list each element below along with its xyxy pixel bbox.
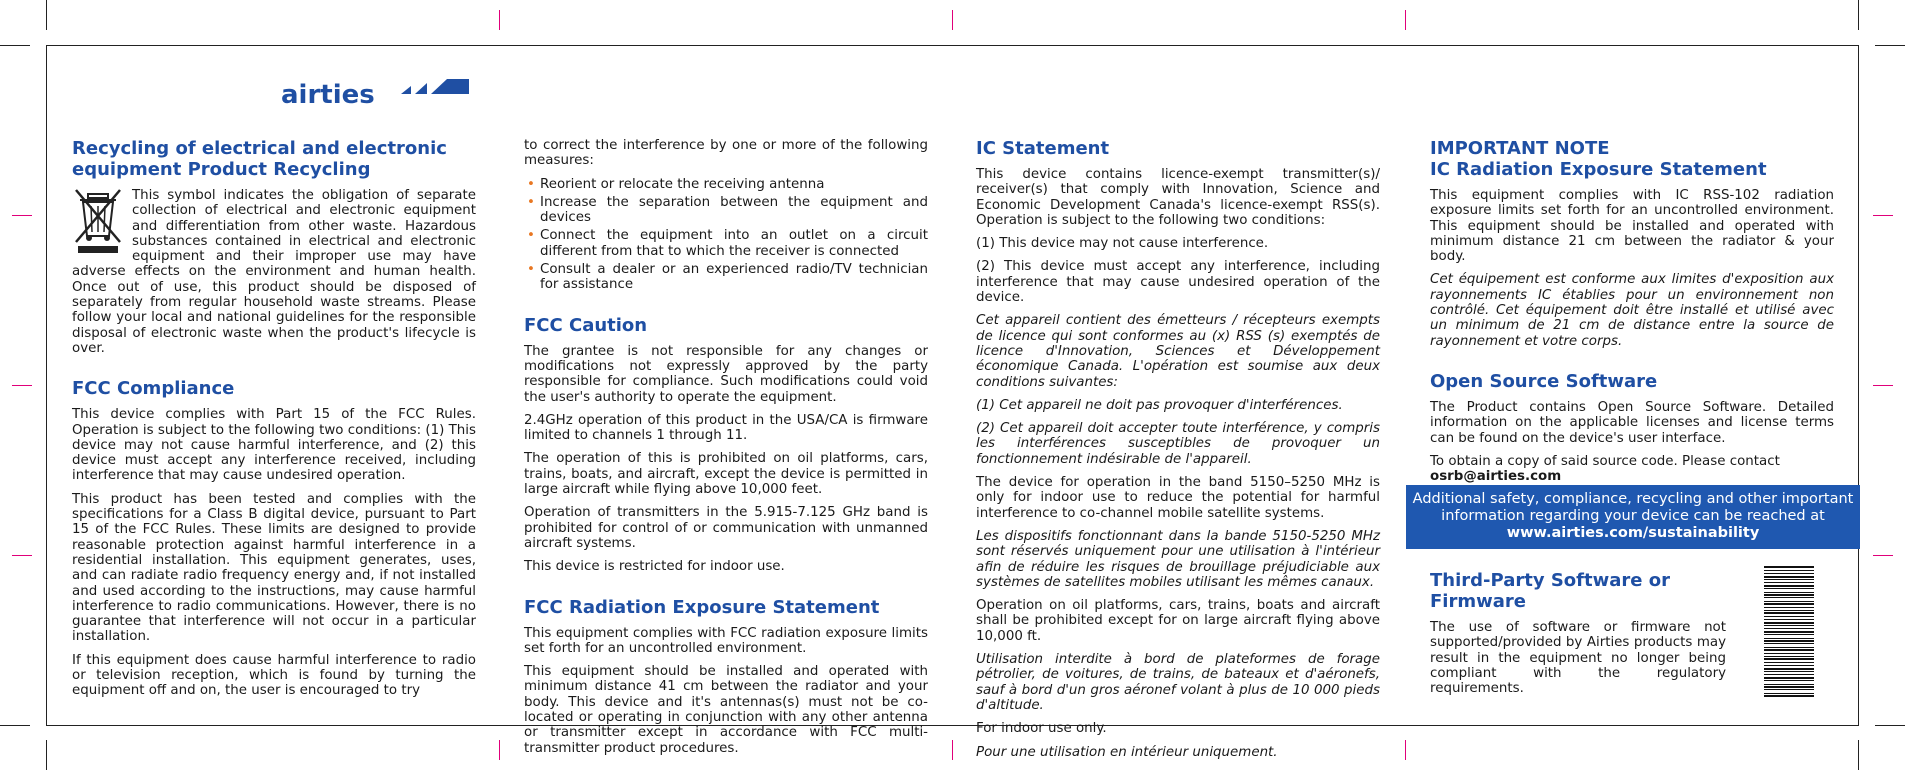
- caution-paragraph: This device is restricted for indoor use.: [524, 559, 785, 575]
- caution-paragraph: The operation of this is prohibited on oil platforms, cars, trains, boats, and aircraft, except the device is permitted in large aircraft while flying above 10,000 feet.: [524, 451, 928, 498]
- fold-mark: [12, 215, 32, 216]
- logo-swoosh-icon: [399, 78, 471, 96]
- crop-mark: [1858, 740, 1859, 770]
- fold-mark: [1405, 740, 1406, 760]
- caution-paragraph: Operation of transmitters in the 5.915-7.125 GHz band is prohibited for control of or communication with unmanned aircraft systems.: [524, 505, 928, 551]
- oss-email-link[interactable]: osrb@airties.com: [1430, 469, 1562, 485]
- column-1: [72, 138, 476, 707]
- measures-intro: to correct the interference by one or more of the following measures:: [524, 138, 928, 169]
- ic-radiation-paragraph-fr: Cet équipement est conforme aux limites d'exposition aux rayonnements IC établies pour un environnement non contrôlé. Cet équipement doit être installé et utilisé avec un minimum de 21 cm de distance entre la source de rayonnement et votre corps.: [1430, 272, 1834, 349]
- ic-statement-heading: IC Statement: [976, 138, 1110, 159]
- fold-mark: [499, 740, 500, 760]
- ic-paragraph: This device contains licence-exempt transmitter(s)/ receiver(s) that comply with Innovation, Science and Economic Development Canada's licence-exempt RSS(s). Operation is subject to the following two conditions:: [976, 167, 1380, 228]
- crop-mark: [1875, 45, 1905, 46]
- fcc-caution-heading: FCC Caution: [524, 314, 648, 336]
- fcc-paragraph: This device complies with Part 15 of the FCC Rules. Operation is subject to the following two conditions: (1) This device may not cause harmful interference, and (2) this device must accept any interference received, including interference that may cause undesired operation.: [72, 407, 476, 484]
- fold-mark: [1873, 385, 1893, 386]
- ic-paragraph: For indoor use only.: [976, 721, 1107, 737]
- open-source-heading: Open Source Software: [1430, 370, 1658, 392]
- sustainability-link[interactable]: www.airties.com/sustainability: [1506, 525, 1760, 541]
- radiation-paragraph: This equipment should be installed and operated with minimum distance 41 cm between the radiator and your body. This device and it's antennas(s) must not be co-located or operating in conjunction with any other antenna or transmitter except in accordance with FCC multi-transmitter product procedures.: [524, 664, 928, 756]
- caution-paragraph: 2.4GHz operation of this product in the USA/CA is firmware limited to channels 1 through 11.: [524, 412, 928, 444]
- crop-mark: [46, 0, 47, 30]
- ic-paragraph: The device for operation in the band 5150–5250 MHz is only for indoor use to reduce the potential for harmful interference to co-channel mobile satellite systems.: [976, 475, 1380, 521]
- third-party-section: [1430, 570, 1730, 704]
- fcc-radiation-heading: FCC Radiation Exposure Statement: [524, 596, 880, 618]
- important-note-heading: IMPORTANT NOTE: [1430, 138, 1610, 159]
- recycling-heading: Recycling of electrical and electronic equipment Product Recycling: [72, 138, 447, 180]
- ic-paragraph: Operation on oil platforms, cars, trains, boats and aircraft shall be prohibited except for on large aircraft flying above 10,000 ft.: [976, 598, 1380, 644]
- fold-mark: [12, 385, 32, 386]
- ic-paragraph: (2) This device must accept any interference, including interference that may cause undesired operation of the device.: [976, 259, 1380, 306]
- fcc-paragraph: If this equipment does cause harmful interference to radio or television reception, which is found by turning the equipment off and on, the user is encouraged to try: [72, 652, 476, 699]
- fcc-paragraph: This product has been tested and complies with the specifications for a Class B digital device, pursuant to Part 15 of the FCC Rules. These limits are designed to provide reasonable protection against harmful interference in a residential installation. This equipment generates, uses, and can radiate radio frequency energy and, if not installed and used according to the instructions, may cause harmful interference to radio communications. However, there is no guarantee that interference will not occur in a particular installation.: [72, 491, 476, 645]
- crop-mark: [0, 45, 30, 46]
- list-item: • Connect the equipment into an outlet on a circuit different from that to which the receiver is connected: [524, 228, 928, 259]
- banner-text: Additional safety, compliance, recycling and other important information regarding your device can be reached at: [1412, 491, 1854, 524]
- third-party-heading: Third-Party Software or Firmware: [1430, 570, 1670, 612]
- list-item: • Consult a dealer or an experienced radio/TV technician for assistance: [524, 262, 928, 293]
- ic-paragraph-fr: (1) Cet appareil ne doit pas provoquer d'interférences.: [976, 397, 1343, 413]
- fold-mark: [1873, 555, 1893, 556]
- oss-paragraph: The Product contains Open Source Software. Detailed information on the applicable licenses and license terms can be found on the device's user interface.: [1430, 399, 1834, 446]
- fold-mark: [1405, 10, 1406, 30]
- crossed-out-bin-icon: [72, 188, 124, 254]
- sustainability-banner: [1406, 485, 1860, 549]
- fold-mark: [499, 10, 500, 30]
- fold-mark: [952, 740, 953, 760]
- crop-mark: [0, 725, 30, 726]
- ic-paragraph-fr: Cet appareil contient des émetteurs / récepteurs exempts de licence qui sont conformes au (x) RSS (s) exemptés de licence d'Innovation, Sciences et Développement économique Canada. L'opération est soumise aux deux conditions suivantes:: [976, 313, 1380, 390]
- ic-radiation-paragraph: This equipment complies with IC RSS-102 radiation exposure limits set forth for an uncontrolled environment. This equipment should be installed and operated with minimum distance 21 cm between the radiator & your body.: [1430, 188, 1834, 265]
- third-party-paragraph: The use of software or firmware not supported/provided by Airties products may result in the equipment no longer being compliant with the regulatory requirements.: [1430, 620, 1726, 697]
- ic-paragraph-fr: Les dispositifs fonctionnant dans la bande 5150-5250 MHz sont réservés uniquement pour une utilisation à l'intérieur afin de réduire les risques de brouillage préjudiciable aux systèmes de satellites mobiles utilisant les mêmes canaux.: [976, 528, 1380, 590]
- measures-list: [524, 177, 928, 293]
- logo-wordmark: airties: [281, 80, 375, 110]
- ic-paragraph-fr: Utilisation interdite à bord de plateformes de forage pétrolier, de voitures, de trains, de bateaux et d'aéronefs, sauf à bord d'un gros aéronef volant à plus de 10 000 pieds d'altitude.: [976, 652, 1380, 713]
- caution-paragraph: The grantee is not responsible for any changes or modifications not expressly approved by the party responsible for compliance. Such modifications could void the user's authority to operate the equipment.: [524, 343, 928, 405]
- list-item: • Reorient or relocate the receiving antenna: [524, 177, 928, 192]
- recycling-text: This symbol indicates the obligation of separate collection of electrical and electronic equipment and differentiation from other waste. Hazardous substances contained in electrical and electronic equipment and their improper use may have adverse effects on the environment and human health. Once out of use, this product should be disposed of separately from regular household waste streams. Please follow your local and national guidelines for the responsible disposal of electronic waste when the product's lifecycle is over.: [72, 188, 476, 356]
- radiation-paragraph: This equipment complies with FCC radiation exposure limits set forth for an uncontrolled environment.: [524, 625, 928, 656]
- crop-mark: [1858, 0, 1859, 30]
- ic-radiation-heading: IC Radiation Exposure Statement: [1430, 159, 1767, 180]
- barcode-icon: [1764, 566, 1814, 698]
- crop-mark: [46, 740, 47, 770]
- ic-paragraph-fr: Pour une utilisation en intérieur uniquement.: [976, 744, 1278, 760]
- airties-logo: [281, 78, 471, 112]
- oss-paragraph: To obtain a copy of said source code. Please contact: [1430, 453, 1780, 469]
- fold-mark: [12, 555, 32, 556]
- fcc-compliance-heading: FCC Compliance: [72, 378, 235, 400]
- column-2: [524, 138, 928, 764]
- column-3: [976, 138, 1380, 768]
- list-item: • Increase the separation between the equipment and devices: [524, 195, 928, 226]
- crop-mark: [1875, 725, 1905, 726]
- ic-paragraph: (1) This device may not cause interference.: [976, 236, 1269, 252]
- fold-mark: [1873, 215, 1893, 216]
- ic-paragraph-fr: (2) Cet appareil doit accepter toute interférence, y compris les interférences susceptibles de provoquer un fonctionnement indésirable de l'appareil.: [976, 421, 1380, 467]
- column-4: [1430, 138, 1834, 492]
- fold-mark: [952, 10, 953, 30]
